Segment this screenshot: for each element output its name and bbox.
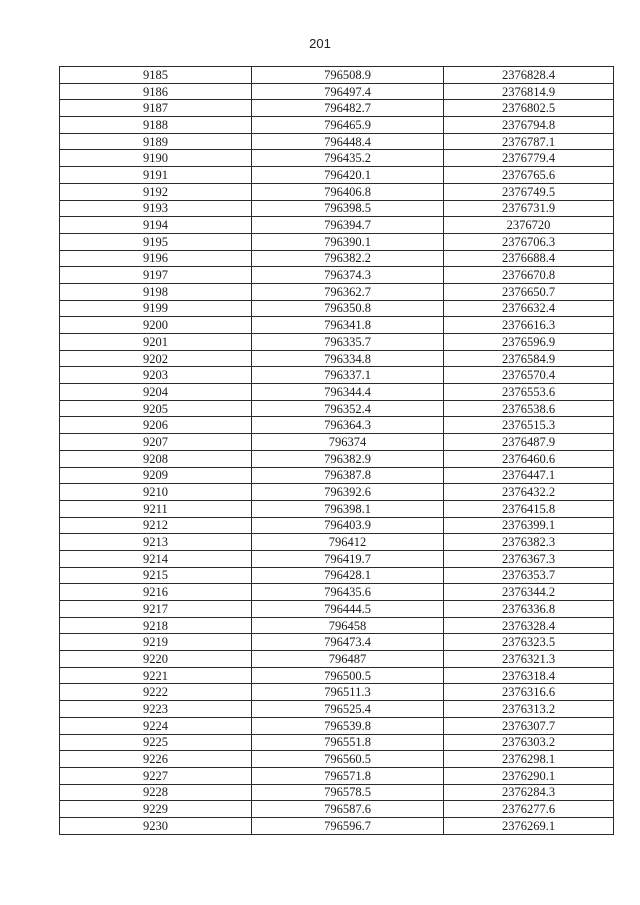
point-number-cell: 9222 xyxy=(60,684,252,701)
y-coordinate-cell: 2376460.6 xyxy=(444,450,614,467)
table-row xyxy=(60,334,614,351)
x-coordinate-cell: 796571.8 xyxy=(252,767,444,784)
y-coordinate-cell: 2376307.7 xyxy=(444,717,614,734)
y-coordinate-cell: 2376670.8 xyxy=(444,267,614,284)
point-number-cell: 9205 xyxy=(60,400,252,417)
y-coordinate-cell: 2376367.3 xyxy=(444,550,614,567)
table-row xyxy=(60,734,614,751)
x-coordinate-cell: 796435.2 xyxy=(252,150,444,167)
x-coordinate-cell: 796578.5 xyxy=(252,784,444,801)
point-number-cell: 9195 xyxy=(60,233,252,250)
point-number-cell: 9201 xyxy=(60,334,252,351)
x-coordinate-cell: 796406.8 xyxy=(252,183,444,200)
x-coordinate-cell: 796364.3 xyxy=(252,417,444,434)
y-coordinate-cell: 2376787.1 xyxy=(444,133,614,150)
y-coordinate-cell: 2376731.9 xyxy=(444,200,614,217)
point-number-cell: 9197 xyxy=(60,267,252,284)
x-coordinate-cell: 796473.4 xyxy=(252,634,444,651)
y-coordinate-cell: 2376487.9 xyxy=(444,434,614,451)
y-coordinate-cell: 2376321.3 xyxy=(444,651,614,668)
point-number-cell: 9191 xyxy=(60,167,252,184)
x-coordinate-cell: 796374 xyxy=(252,434,444,451)
x-coordinate-cell: 796403.9 xyxy=(252,517,444,534)
y-coordinate-cell: 2376432.2 xyxy=(444,484,614,501)
x-coordinate-cell: 796382.2 xyxy=(252,250,444,267)
point-number-cell: 9207 xyxy=(60,434,252,451)
x-coordinate-cell: 796341.8 xyxy=(252,317,444,334)
x-coordinate-cell: 796390.1 xyxy=(252,233,444,250)
point-number-cell: 9209 xyxy=(60,467,252,484)
y-coordinate-cell: 2376318.4 xyxy=(444,667,614,684)
x-coordinate-cell: 796596.7 xyxy=(252,817,444,834)
point-number-cell: 9186 xyxy=(60,83,252,100)
table-row xyxy=(60,67,614,84)
x-coordinate-cell: 796500.5 xyxy=(252,667,444,684)
x-coordinate-cell: 796350.8 xyxy=(252,300,444,317)
point-number-cell: 9218 xyxy=(60,617,252,634)
x-coordinate-cell: 796508.9 xyxy=(252,67,444,84)
x-coordinate-cell: 796352.4 xyxy=(252,400,444,417)
x-coordinate-cell: 796344.4 xyxy=(252,384,444,401)
y-coordinate-cell: 2376538.6 xyxy=(444,400,614,417)
table-row xyxy=(60,434,614,451)
y-coordinate-cell: 2376802.5 xyxy=(444,100,614,117)
y-coordinate-cell: 2376328.4 xyxy=(444,617,614,634)
table-row xyxy=(60,817,614,834)
y-coordinate-cell: 2376353.7 xyxy=(444,567,614,584)
point-number-cell: 9193 xyxy=(60,200,252,217)
point-number-cell: 9212 xyxy=(60,517,252,534)
x-coordinate-cell: 796482.7 xyxy=(252,100,444,117)
table-row xyxy=(60,567,614,584)
x-coordinate-cell: 796560.5 xyxy=(252,751,444,768)
coordinates-table-body xyxy=(60,67,614,835)
x-coordinate-cell: 796511.3 xyxy=(252,684,444,701)
x-coordinate-cell: 796428.1 xyxy=(252,567,444,584)
point-number-cell: 9206 xyxy=(60,417,252,434)
y-coordinate-cell: 2376616.3 xyxy=(444,317,614,334)
y-coordinate-cell: 2376316.6 xyxy=(444,684,614,701)
point-number-cell: 9221 xyxy=(60,667,252,684)
table-row xyxy=(60,167,614,184)
table-row xyxy=(60,717,614,734)
point-number-cell: 9203 xyxy=(60,367,252,384)
table-row xyxy=(60,534,614,551)
x-coordinate-cell: 796551.8 xyxy=(252,734,444,751)
x-coordinate-cell: 796539.8 xyxy=(252,717,444,734)
y-coordinate-cell: 2376650.7 xyxy=(444,283,614,300)
x-coordinate-cell: 796362.7 xyxy=(252,283,444,300)
point-number-cell: 9200 xyxy=(60,317,252,334)
x-coordinate-cell: 796497.4 xyxy=(252,83,444,100)
table-row xyxy=(60,83,614,100)
point-number-cell: 9189 xyxy=(60,133,252,150)
point-number-cell: 9230 xyxy=(60,817,252,834)
point-number-cell: 9226 xyxy=(60,751,252,768)
x-coordinate-cell: 796419.7 xyxy=(252,550,444,567)
y-coordinate-cell: 2376382.3 xyxy=(444,534,614,551)
table-row xyxy=(60,467,614,484)
table-row xyxy=(60,417,614,434)
y-coordinate-cell: 2376415.8 xyxy=(444,500,614,517)
y-coordinate-cell: 2376688.4 xyxy=(444,250,614,267)
table-row xyxy=(60,133,614,150)
y-coordinate-cell: 2376596.9 xyxy=(444,334,614,351)
y-coordinate-cell: 2376632.4 xyxy=(444,300,614,317)
x-coordinate-cell: 796444.5 xyxy=(252,601,444,618)
point-number-cell: 9210 xyxy=(60,484,252,501)
x-coordinate-cell: 796458 xyxy=(252,617,444,634)
y-coordinate-cell: 2376303.2 xyxy=(444,734,614,751)
x-coordinate-cell: 796525.4 xyxy=(252,701,444,718)
y-coordinate-cell: 2376290.1 xyxy=(444,767,614,784)
y-coordinate-cell: 2376447.1 xyxy=(444,467,614,484)
y-coordinate-cell: 2376584.9 xyxy=(444,350,614,367)
point-number-cell: 9211 xyxy=(60,500,252,517)
x-coordinate-cell: 796487 xyxy=(252,651,444,668)
point-number-cell: 9202 xyxy=(60,350,252,367)
y-coordinate-cell: 2376515.3 xyxy=(444,417,614,434)
x-coordinate-cell: 796448.4 xyxy=(252,133,444,150)
point-number-cell: 9188 xyxy=(60,117,252,134)
y-coordinate-cell: 2376794.8 xyxy=(444,117,614,134)
table-row xyxy=(60,384,614,401)
x-coordinate-cell: 796387.8 xyxy=(252,467,444,484)
point-number-cell: 9199 xyxy=(60,300,252,317)
table-row xyxy=(60,784,614,801)
table-row xyxy=(60,751,614,768)
table-row xyxy=(60,300,614,317)
y-coordinate-cell: 2376277.6 xyxy=(444,801,614,818)
point-number-cell: 9194 xyxy=(60,217,252,234)
table-row xyxy=(60,267,614,284)
y-coordinate-cell: 2376765.6 xyxy=(444,167,614,184)
table-row xyxy=(60,233,614,250)
table-row xyxy=(60,100,614,117)
y-coordinate-cell: 2376284.3 xyxy=(444,784,614,801)
x-coordinate-cell: 796435.6 xyxy=(252,584,444,601)
y-coordinate-cell: 2376323.5 xyxy=(444,634,614,651)
point-number-cell: 9223 xyxy=(60,701,252,718)
table-row xyxy=(60,701,614,718)
page-number: 201 xyxy=(309,36,331,51)
x-coordinate-cell: 796398.5 xyxy=(252,200,444,217)
table-row xyxy=(60,617,614,634)
table-row xyxy=(60,183,614,200)
point-number-cell: 9228 xyxy=(60,784,252,801)
point-number-cell: 9227 xyxy=(60,767,252,784)
table-row xyxy=(60,500,614,517)
y-coordinate-cell: 2376553.6 xyxy=(444,384,614,401)
point-number-cell: 9219 xyxy=(60,634,252,651)
table-row xyxy=(60,484,614,501)
y-coordinate-cell: 2376706.3 xyxy=(444,233,614,250)
table-row xyxy=(60,634,614,651)
point-number-cell: 9224 xyxy=(60,717,252,734)
point-number-cell: 9229 xyxy=(60,801,252,818)
x-coordinate-cell: 796335.7 xyxy=(252,334,444,351)
y-coordinate-cell: 2376828.4 xyxy=(444,67,614,84)
point-number-cell: 9196 xyxy=(60,250,252,267)
coordinates-table xyxy=(59,66,614,835)
x-coordinate-cell: 796392.6 xyxy=(252,484,444,501)
point-number-cell: 9192 xyxy=(60,183,252,200)
y-coordinate-cell: 2376269.1 xyxy=(444,817,614,834)
table-row xyxy=(60,117,614,134)
table-row xyxy=(60,350,614,367)
point-number-cell: 9185 xyxy=(60,67,252,84)
table-row xyxy=(60,684,614,701)
table-row xyxy=(60,767,614,784)
x-coordinate-cell: 796337.1 xyxy=(252,367,444,384)
table-row xyxy=(60,584,614,601)
point-number-cell: 9220 xyxy=(60,651,252,668)
point-number-cell: 9198 xyxy=(60,283,252,300)
table-row xyxy=(60,550,614,567)
x-coordinate-cell: 796465.9 xyxy=(252,117,444,134)
x-coordinate-cell: 796420.1 xyxy=(252,167,444,184)
point-number-cell: 9213 xyxy=(60,534,252,551)
table-row xyxy=(60,367,614,384)
y-coordinate-cell: 2376344.2 xyxy=(444,584,614,601)
x-coordinate-cell: 796334.8 xyxy=(252,350,444,367)
point-number-cell: 9225 xyxy=(60,734,252,751)
x-coordinate-cell: 796382.9 xyxy=(252,450,444,467)
point-number-cell: 9214 xyxy=(60,550,252,567)
y-coordinate-cell: 2376814.9 xyxy=(444,83,614,100)
table-row xyxy=(60,317,614,334)
table-row xyxy=(60,651,614,668)
table-row xyxy=(60,450,614,467)
y-coordinate-cell: 2376749.5 xyxy=(444,183,614,200)
point-number-cell: 9215 xyxy=(60,567,252,584)
table-row xyxy=(60,400,614,417)
y-coordinate-cell: 2376720 xyxy=(444,217,614,234)
y-coordinate-cell: 2376570.4 xyxy=(444,367,614,384)
y-coordinate-cell: 2376336.8 xyxy=(444,601,614,618)
y-coordinate-cell: 2376298.1 xyxy=(444,751,614,768)
point-number-cell: 9204 xyxy=(60,384,252,401)
x-coordinate-cell: 796398.1 xyxy=(252,500,444,517)
point-number-cell: 9190 xyxy=(60,150,252,167)
x-coordinate-cell: 796374.3 xyxy=(252,267,444,284)
table-row xyxy=(60,601,614,618)
x-coordinate-cell: 796394.7 xyxy=(252,217,444,234)
table-row xyxy=(60,801,614,818)
table-row xyxy=(60,283,614,300)
point-number-cell: 9187 xyxy=(60,100,252,117)
table-row xyxy=(60,217,614,234)
point-number-cell: 9217 xyxy=(60,601,252,618)
table-row xyxy=(60,667,614,684)
y-coordinate-cell: 2376399.1 xyxy=(444,517,614,534)
table-row xyxy=(60,200,614,217)
point-number-cell: 9216 xyxy=(60,584,252,601)
point-number-cell: 9208 xyxy=(60,450,252,467)
table-row xyxy=(60,517,614,534)
table-row xyxy=(60,250,614,267)
y-coordinate-cell: 2376779.4 xyxy=(444,150,614,167)
y-coordinate-cell: 2376313.2 xyxy=(444,701,614,718)
x-coordinate-cell: 796412 xyxy=(252,534,444,551)
x-coordinate-cell: 796587.6 xyxy=(252,801,444,818)
table-row xyxy=(60,150,614,167)
